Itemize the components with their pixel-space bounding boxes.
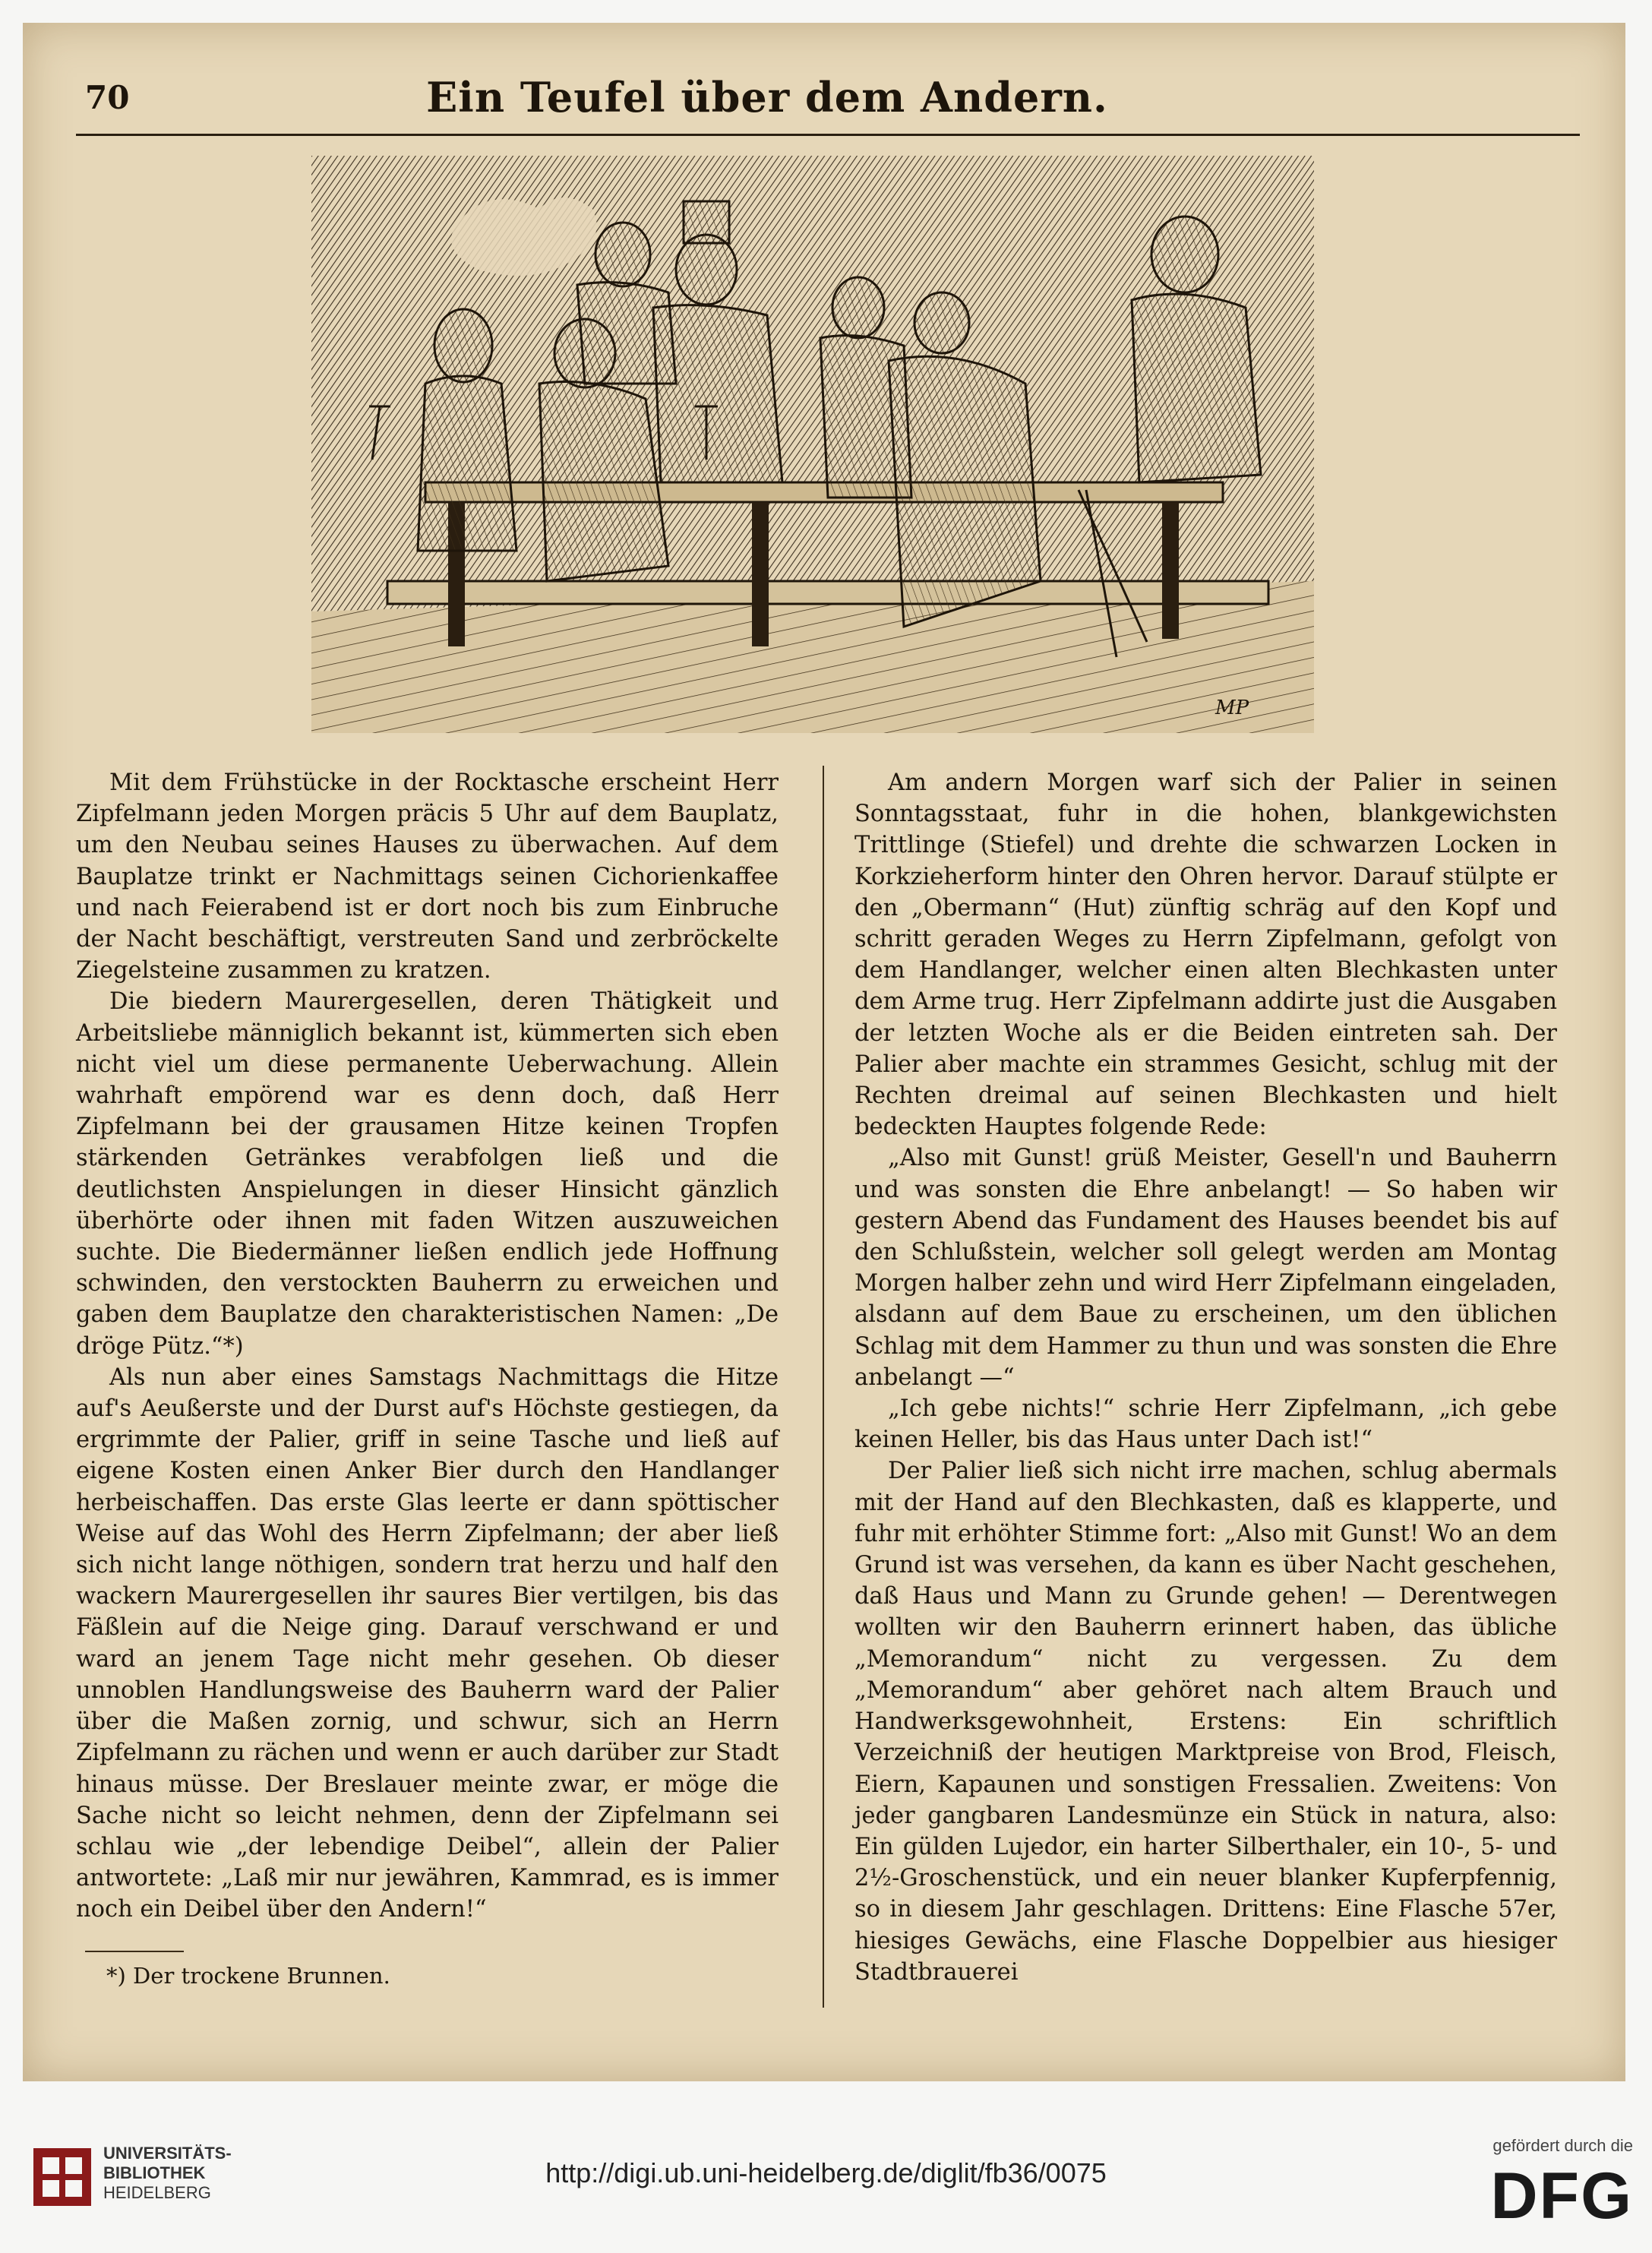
paragraph: Am andern Morgen warf sich der Palier in seinen Sonntagsstaat, fuhr in die hohen, blankgewichsten Trittlinge (Stiefel) und drehte die schwarzen Locken in Korkzieherform hinter den Ohren hervor. Darauf stülpte er den „Obermann“ (Hut) zünftig schräg auf den Kopf und schritt geraden Weges zu Herrn Zipfelmann, gefolgt von dem Handlanger, welcher einen alten Blechkasten unter dem Arme trug. Herr Zipfelmann addirte just die Ausgaben der letzten Woche als er die Beiden eintreten sah. Der Palier aber machte ein strammes Gesicht, schlug mit der Rechten dreimal auf seinen Blechkasten und hielt bedeckten Hauptes folgende Rede: <box>854 769 1557 1141</box>
funded-by-label: gefördert durch die <box>1492 2136 1633 2155</box>
page-number: 70 <box>85 79 130 116</box>
paragraph: Die biedern Maurergesellen, deren Thätigkeit und Arbeitsliebe männiglich bekannt ist, kümmerten sich eben nicht viel um diese permanente Ueberwachung. Allein wahrhaft empörend war es denn doch, daß Herr Zipfelmann bei der grausamen Hitze keinen Tropfen stärkenden Getränkes verabfolgen ließ und die deutlichsten Anspielungen in dieser Hinsicht gänzlich überhörte oder ihnen mit faden Witzen auszuweichen suchte. Die Biedermänner ließen endlich jede Hoffnung schwinden, den verstockten Bauherrn zu erweichen und gaben dem Bauplatze den charakteristischen Namen: „De dröge Pütz.“*) <box>76 988 779 1360</box>
library-line: UNIVERSITÄTS- <box>103 2144 232 2163</box>
paragraph: Der Palier ließ sich nicht irre machen, schlug abermals mit der Hand auf den Blechkasten, daß es klapperte, und fuhr mit erhöhter Stimme fort: „Also mit Gunst! Wo an dem Grund ist was versehen, da kann es über Nacht geschehen, daß Haus und Mann zu Grunde gehen! — Derentwegen wollten wir den Bauherrn erinnert haben, das übliche „Memorandum“ nicht zu vergessen. Zu dem „Memorandum“ aber gehöret nach altem Brauch und Handwerksgewohnheit, Erstens: Ein schriftlich Verzeichniß der heutigen Marktpreise von Brod, Fleisch, Eiern, Kapaunen und sonstigen Fressalien. Zweitens: Von jeder gangbaren Landesmünze ein Stück in natura, also: Ein gülden Lujedor, ein harter Silberthaler, ein 10-, 5- und 2½-Groschenstück, und ein neuer blanker Kupferpfennig, so in diesem Jahr geschlagen. Drittens: Eine Flasche 57er, hiesiges Gewächs, eine Flasche Doppelbier aus hiesiger Stadtbrauerei <box>854 1458 1557 1986</box>
running-title: Ein Teufel über dem Andern. <box>426 73 1108 122</box>
left-column <box>76 767 779 1926</box>
source-url-link[interactable]: http://digi.ub.uni-heidelberg.de/diglit/fb36/0075 <box>545 2157 1107 2188</box>
dfg-logo[interactable]: DFG <box>1490 2160 1633 2232</box>
illustration-signature: MP <box>1215 697 1249 719</box>
footnote-rule <box>85 1951 184 1952</box>
header-rule <box>76 134 1580 136</box>
paragraph: Als nun aber eines Samstags Nachmittags die Hitze auf's Aeußerste und der Durst auf's Höchste gestiegen, da ergrimmte der Palier, griff in seine Tasche und ließ auf eigene Kosten einen Anker Bier durch den Handlanger herbeischaffen. Das erste Glas leerte er dann spöttischer Weise auf das Wohl des Herrn Zipfelmann; der aber ließ sich nicht lange nöthigen, sondern trat herzu und half den wackern Maurergesellen ihr saures Bier vertilgen, bis das Fäßlein auf die Neige ging. Darauf verschwand er und ward an jenem Tage nicht mehr gesehen. Ob dieser unnoblen Handlungsweise des Bauherrn ward der Palier über die Maßen zornig, und schwur, sich an Herrn Zipfelmann zu rächen und wenn er auch darüber zur Stadt hinaus müsse. Der Breslauer meinte zwar, er möge die Sache nicht so leicht nehmen, denn der Zipfelmann sei schlau wie „der lebendige Deibel“, allein der Palier antwortete: „Laß mir nur jewähren, Kammrad, es is immer noch ein Deibel über den Andern!“ <box>76 1363 779 1923</box>
library-line: HEIDELBERG <box>103 2183 211 2202</box>
right-column <box>854 767 1557 1988</box>
paragraph: „Also mit Gunst! grüß Meister, Gesell'n und Bauherrn und was sonsten die Ehre anbelangt! — So haben wir gestern Abend das Fundament des Hauses beendet bis auf den Schlußstein, welcher soll gelegt werden am Montag Morgen halber zehn und wird Herr Zipfelmann eingeladen, alsdann auf dem Baue zu erscheinen, um den üblichen Schlag mit dem Hammer zu thun und was sonsten die Ehre anbelangt —“ <box>854 1145 1557 1391</box>
engraving-illustration <box>311 156 1314 733</box>
column-divider <box>823 766 824 2008</box>
paragraph: „Ich gebe nichts!“ schrie Herr Zipfelmann, „ich gebe keinen Heller, bis das Haus unter Dach ist!“ <box>854 1395 1557 1454</box>
footnote: *) Der trockene Brunnen. <box>106 1963 390 1989</box>
library-line: BIBLIOTHEK <box>103 2163 206 2182</box>
paragraph: Mit dem Frühstücke in der Rocktasche erscheint Herr Zipfelmann jeden Morgen präcis 5 Uhr auf dem Bauplatz, um den Neubau seines Hauses zu überwachen. Auf dem Bauplatze trinkt er Nachmittags seinen Cichorienkaffee und nach Feierabend ist er dort noch bis zum Einbruche der Nacht beschäftigt, verstreuten Sand und zerbröckelte Ziegelsteine zusammen zu kratzen. <box>76 769 779 984</box>
